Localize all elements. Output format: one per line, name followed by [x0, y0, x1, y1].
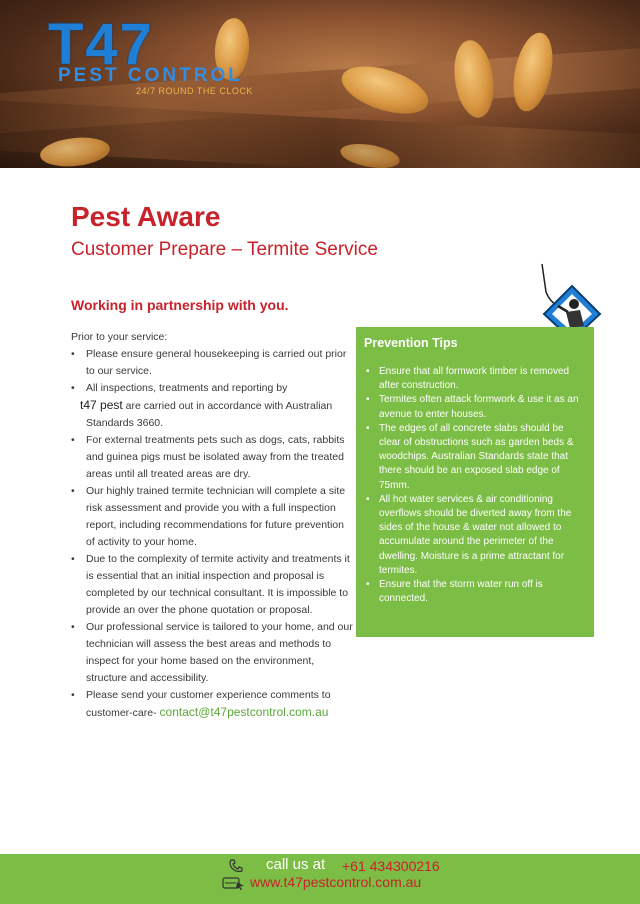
tips-list: [364, 365, 586, 606]
page-subtitle: Customer Prepare – Termite Service: [71, 239, 378, 260]
tip-item: • Termites often attack formwork & use it as an avenue to enter houses.: [364, 393, 586, 421]
list-item-text: Please send your customer experience comments to customer-care-: [86, 689, 331, 719]
header-banner: [0, 0, 640, 168]
logo-t47: T47: [48, 12, 154, 77]
phone-icon: [228, 859, 244, 873]
list-item: [71, 380, 353, 432]
termite-image: [450, 38, 498, 121]
intro-text: Prior to your service:: [71, 331, 168, 343]
tip-item: • Ensure that the storm water run off is connected.: [364, 578, 586, 606]
tips-heading: Prevention Tips: [364, 336, 458, 350]
section-heading: Working in partnership with you.: [71, 297, 289, 313]
logo-pest-control: PEST CONTROL: [58, 65, 243, 86]
call-label: call us at: [266, 856, 326, 873]
phone-number[interactable]: +61 434300216: [342, 858, 440, 874]
list-item-text: are carried out in accordance with Australian Standards 3660.: [86, 400, 333, 429]
logo-tagline: 24/7 ROUND THE CLOCK: [136, 86, 253, 96]
termite-image: [507, 29, 559, 115]
email-link[interactable]: contact@t47pestcontrol.com.au: [159, 705, 329, 719]
website-link[interactable]: www.t47pestcontrol.com.au: [250, 874, 422, 890]
brand-name: t47 pest: [80, 398, 123, 412]
list-item: • Our professional service is tailored to your home, and our technician will assess the best areas and methods to inspect for your home based on the environment, structure and accessibility.: [71, 619, 353, 687]
service-list: [71, 346, 353, 722]
list-item: [71, 687, 353, 722]
tip-item: • Ensure that all formwork timber is removed after construction.: [364, 365, 586, 393]
page-title: Pest Aware: [71, 201, 221, 232]
list-item: • For external treatments pets such as dogs, cats, rabbits and guinea pigs must be isolated away from the treated areas until all treated areas are dry.: [71, 432, 353, 483]
service-info: [71, 329, 353, 722]
list-item: • Our highly trained termite technician will complete a site risk assessment and provide you with a full inspection report, including recommendations for future prevention of activity to your home.: [71, 483, 353, 551]
tip-item: • All hot water services & air conditioning overflows should be diverted away from the sides of the house & water not allowed to accumulate around the perimeter of the dwelling. Moisture is a prime attractant for termites.: [364, 493, 586, 578]
web-icon: [222, 876, 246, 890]
prevention-tips-box: [356, 327, 594, 637]
list-item: • Please ensure general housekeeping is carried out prior to our service.: [71, 346, 353, 380]
tip-item: • The edges of all concrete slabs should be clear of obstructions such as garden beds & woodchips. Australian Standards state that there should be an exposed slab edge of 75mm.: [364, 422, 586, 493]
list-item: • Due to the complexity of termite activity and treatments it is essential that an initial inspection and proposal is completed by our technical consultant. It is impossible to provide an over the phone quotation or proposal.: [71, 551, 353, 619]
list-item-text: All inspections, treatments and reporting by: [86, 382, 288, 394]
